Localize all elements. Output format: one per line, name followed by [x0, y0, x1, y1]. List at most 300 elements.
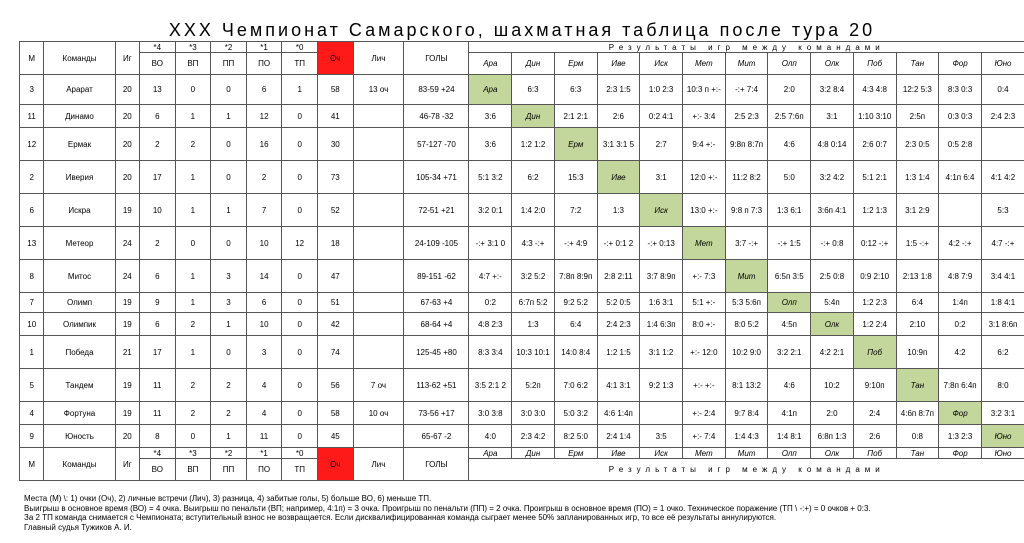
result-cell: 3:2 4:2 [811, 161, 854, 194]
header-team-abbrev: Фор [939, 53, 982, 75]
result-cell: 1:3 [512, 313, 555, 336]
team-personal [353, 313, 404, 336]
header-team-abbrev: Дин [512, 53, 555, 75]
team-name: Ермак [44, 128, 115, 161]
header-points-value: *2 [211, 42, 247, 53]
team-vo: 9 [140, 293, 176, 313]
team-vo: 6 [140, 313, 176, 336]
header-team-abbrev: Иве [597, 448, 640, 459]
team-vp: 2 [175, 313, 211, 336]
result-cell: 0:12 -:+ [853, 227, 896, 260]
team-points: 58 [317, 75, 353, 105]
team-vo: 11 [140, 369, 176, 402]
result-cell: 7:8п 8:9п [554, 260, 597, 293]
result-cell: 2:13 1:8 [896, 260, 939, 293]
result-cell: 6:4 [896, 293, 939, 313]
header-result-type: ВО [140, 459, 176, 481]
result-cell: 9:8 п 7:3 [725, 194, 768, 227]
team-tp: 0 [282, 313, 318, 336]
team-row [20, 194, 1024, 227]
team-pp: 0 [211, 227, 247, 260]
header-points-value: *2 [211, 448, 247, 459]
result-cell: 2:6 0:7 [853, 128, 896, 161]
header-points-value: *4 [140, 42, 176, 53]
result-cell: +:- 7:3 [683, 260, 726, 293]
result-cell: 4:2 -:+ [939, 227, 982, 260]
result-cell: 4:8 2:3 [469, 313, 512, 336]
header-points-value: *1 [246, 42, 282, 53]
result-cell: -:+ 4:9 [554, 227, 597, 260]
team-points: 73 [317, 161, 353, 194]
result-cell: 0:4 [981, 75, 1024, 105]
header-points: Оч [317, 448, 353, 481]
team-points: 58 [317, 402, 353, 425]
team-po: 14 [246, 260, 282, 293]
team-pp: 1 [211, 105, 247, 128]
diagonal-cell: Юно [981, 425, 1024, 448]
result-cell: 4:3 -:+ [512, 227, 555, 260]
team-name: Метеор [44, 227, 115, 260]
team-tp: 0 [282, 128, 318, 161]
team-vp: 1 [175, 260, 211, 293]
team-goals: 83-59 +24 [404, 75, 469, 105]
team-pp: 0 [211, 161, 247, 194]
result-cell: 4:6 1:4п [597, 402, 640, 425]
header-team-abbrev: Олп [768, 53, 811, 75]
team-personal [353, 105, 404, 128]
team-place: 9 [20, 425, 44, 448]
result-cell: +:- 2:4 [683, 402, 726, 425]
team-games: 19 [115, 369, 139, 402]
team-po: 7 [246, 194, 282, 227]
header-place: М [20, 448, 44, 481]
header-results-title: Результаты игр между командами [469, 42, 1024, 53]
header-games: Иг [115, 448, 139, 481]
result-cell: 12:2 5:3 [896, 75, 939, 105]
result-cell: 2:7 [640, 128, 683, 161]
team-vp: 2 [175, 402, 211, 425]
team-personal [353, 336, 404, 369]
diagonal-cell: Дин [512, 105, 555, 128]
team-vp: 2 [175, 128, 211, 161]
result-cell [640, 402, 683, 425]
result-cell: 6:4 [554, 313, 597, 336]
result-cell: 3:5 2:1 2 [469, 369, 512, 402]
header-points: Оч [317, 42, 353, 75]
result-cell: 3:1 [811, 105, 854, 128]
team-games: 20 [115, 161, 139, 194]
result-cell: 0:2 [469, 293, 512, 313]
team-pp: 2 [211, 402, 247, 425]
result-cell: 8:2 5:0 [554, 425, 597, 448]
result-cell: 4:7 +:- [469, 260, 512, 293]
team-po: 6 [246, 293, 282, 313]
team-po: 3 [246, 336, 282, 369]
result-cell: 3:0 3:8 [469, 402, 512, 425]
team-place: 7 [20, 293, 44, 313]
team-games: 19 [115, 402, 139, 425]
result-cell: 2:4 2:3 [981, 105, 1024, 128]
result-cell: 15:3 [554, 161, 597, 194]
team-goals: 89-151 -62 [404, 260, 469, 293]
team-po: 10 [246, 313, 282, 336]
team-games: 19 [115, 313, 139, 336]
team-place: 1 [20, 336, 44, 369]
team-vp: 2 [175, 369, 211, 402]
team-po: 6 [246, 75, 282, 105]
team-personal: 7 оч [353, 369, 404, 402]
result-cell: 0:8 [896, 425, 939, 448]
team-vo: 17 [140, 336, 176, 369]
result-cell: 1:2 2:3 [853, 293, 896, 313]
team-name: Олимп [44, 293, 115, 313]
result-cell: 2:5 7:6п [768, 105, 811, 128]
result-cell: 5:0 [768, 161, 811, 194]
team-points: 51 [317, 293, 353, 313]
result-cell: 1:4 4:3 [725, 425, 768, 448]
team-tp: 0 [282, 194, 318, 227]
result-cell: 4:2 2:1 [811, 336, 854, 369]
result-cell: 4:6 [768, 128, 811, 161]
team-place: 5 [20, 369, 44, 402]
result-cell [981, 128, 1024, 161]
result-cell: 3:7 -:+ [725, 227, 768, 260]
result-cell: 3:4 4:1 [981, 260, 1024, 293]
header-team-abbrev: Иве [597, 53, 640, 75]
team-personal [353, 227, 404, 260]
result-cell: 1:4 6:3п [640, 313, 683, 336]
result-cell: 1:4п [939, 293, 982, 313]
header-team: Команды [44, 448, 115, 481]
result-cell: 9:2 5:2 [554, 293, 597, 313]
result-cell: 5:1 +:- [683, 293, 726, 313]
team-games: 24 [115, 227, 139, 260]
result-cell: 3:2 3:1 [981, 402, 1024, 425]
result-cell: 0:2 4:1 [640, 105, 683, 128]
result-cell: 2:3 4:2 [512, 425, 555, 448]
result-cell: 8:0 5:2 [725, 313, 768, 336]
result-cell: 10:3 10:1 [512, 336, 555, 369]
team-row [20, 336, 1024, 369]
team-pp: 0 [211, 128, 247, 161]
diagonal-cell: Мет [683, 227, 726, 260]
team-vp: 1 [175, 336, 211, 369]
result-cell: 6:2 [512, 161, 555, 194]
header-points-value: *4 [140, 448, 176, 459]
result-cell: 1:4 2:0 [512, 194, 555, 227]
result-cell: 10:2 [811, 369, 854, 402]
result-cell: 9:4 +:- [683, 128, 726, 161]
header-result-type: ВО [140, 53, 176, 75]
team-games: 19 [115, 293, 139, 313]
team-tp: 0 [282, 336, 318, 369]
diagonal-cell: Мит [725, 260, 768, 293]
team-personal [353, 194, 404, 227]
result-cell: -:+ 0:8 [811, 227, 854, 260]
result-cell: 4:1 4:2 [981, 161, 1024, 194]
header-result-type: ТП [282, 53, 318, 75]
result-cell: 2:1 2:1 [554, 105, 597, 128]
header-team-abbrev: Мет [683, 53, 726, 75]
result-cell: 0:9 2:10 [853, 260, 896, 293]
team-vo: 13 [140, 75, 176, 105]
result-cell: 1:3 [597, 194, 640, 227]
header-team: Команды [44, 42, 115, 75]
result-cell: 11:2 8:2 [725, 161, 768, 194]
header-team-abbrev: Ерм [554, 448, 597, 459]
result-cell: 5:0 3:2 [554, 402, 597, 425]
result-cell: 4:1п 6:4 [939, 161, 982, 194]
standings-table [19, 41, 1024, 481]
team-vp: 1 [175, 105, 211, 128]
result-cell: -:+ 0:13 [640, 227, 683, 260]
header-team-abbrev: Дин [512, 448, 555, 459]
result-cell: 2:3 1:5 [597, 75, 640, 105]
header-result-type: ТП [282, 459, 318, 481]
header-team-abbrev: Мит [725, 448, 768, 459]
team-pp: 3 [211, 260, 247, 293]
result-cell: 5:2п [512, 369, 555, 402]
team-points: 56 [317, 369, 353, 402]
team-points: 41 [317, 105, 353, 128]
team-points: 74 [317, 336, 353, 369]
result-cell: 7:0 6:2 [554, 369, 597, 402]
result-cell: 12:0 +:- [683, 161, 726, 194]
team-place: 6 [20, 194, 44, 227]
result-cell: 2:4 [853, 402, 896, 425]
team-goals: 57-127 -70 [404, 128, 469, 161]
result-cell: 2:5п [896, 105, 939, 128]
header-team-abbrev: Тан [896, 448, 939, 459]
team-name: Олимпик [44, 313, 115, 336]
result-cell: 6:2 [981, 336, 1024, 369]
result-cell: 8:3 3:4 [469, 336, 512, 369]
result-cell: 4:8 7:9 [939, 260, 982, 293]
header-team-abbrev: Олк [811, 53, 854, 75]
header-result-type: ПО [246, 459, 282, 481]
header-personal: Лич [353, 448, 404, 481]
team-points: 52 [317, 194, 353, 227]
team-tp: 0 [282, 260, 318, 293]
result-cell: 3:0 3:0 [512, 402, 555, 425]
header-result-type: ПП [211, 459, 247, 481]
result-cell: 2:4 1:4 [597, 425, 640, 448]
header-personal: Лич [353, 42, 404, 75]
diagonal-cell: Тан [896, 369, 939, 402]
team-games: 24 [115, 260, 139, 293]
result-cell: +:- 3:4 [683, 105, 726, 128]
team-goals: 125-45 +80 [404, 336, 469, 369]
result-cell: 7:8п 6:4п [939, 369, 982, 402]
result-cell: 10:2 9:0 [725, 336, 768, 369]
result-cell: 5:1 2:1 [853, 161, 896, 194]
result-cell: 2:5 0:8 [811, 260, 854, 293]
result-cell: 1:6 3:1 [640, 293, 683, 313]
team-vo: 2 [140, 227, 176, 260]
result-cell: 1:4 8:1 [768, 425, 811, 448]
team-name: Арарат [44, 75, 115, 105]
team-tp: 1 [282, 75, 318, 105]
result-cell: 4:7 -:+ [981, 227, 1024, 260]
result-cell: 6:3 [512, 75, 555, 105]
result-cell: 1:2 1:3 [853, 194, 896, 227]
team-vo: 6 [140, 260, 176, 293]
header-goals: ГОЛЫ [404, 448, 469, 481]
header-points-value: *1 [246, 448, 282, 459]
team-tp: 0 [282, 402, 318, 425]
team-row [20, 75, 1024, 105]
diagonal-cell: Олк [811, 313, 854, 336]
team-personal [353, 260, 404, 293]
footer-line: Места (М) \: 1) очки (Оч), 2) личные встречи (Лич), 3) разница, 4) забитые голы, 5) больше ВО, 6) меньше ТП. [24, 494, 432, 503]
result-cell: 1:10 3:10 [853, 105, 896, 128]
team-pp: 1 [211, 425, 247, 448]
team-goals: 105-34 +71 [404, 161, 469, 194]
team-pp: 1 [211, 313, 247, 336]
result-cell: 2:3 0:5 [896, 128, 939, 161]
header-team-abbrev: Юно [981, 53, 1024, 75]
result-cell: 4:6 [768, 369, 811, 402]
result-cell: 6:5п 3:5 [768, 260, 811, 293]
diagonal-cell: Ара [469, 75, 512, 105]
header-games: Иг [115, 42, 139, 75]
team-place: 12 [20, 128, 44, 161]
result-cell: 3:2 2:1 [768, 336, 811, 369]
result-cell: 1:0 2:3 [640, 75, 683, 105]
result-cell: 1:3 1:4 [896, 161, 939, 194]
team-games: 20 [115, 128, 139, 161]
result-cell: 3:1 8:6п [981, 313, 1024, 336]
header-team-abbrev: Иск [640, 448, 683, 459]
team-vo: 6 [140, 105, 176, 128]
team-row [20, 227, 1024, 260]
result-cell: -:+ 3:1 0 [469, 227, 512, 260]
header-team-abbrev: Тан [896, 53, 939, 75]
team-vo: 11 [140, 402, 176, 425]
team-vo: 8 [140, 425, 176, 448]
result-cell: 9:7 8:4 [725, 402, 768, 425]
result-cell: 1:2 1:2 [512, 128, 555, 161]
result-cell: 3:5 [640, 425, 683, 448]
team-pp: 1 [211, 194, 247, 227]
diagonal-cell: Фор [939, 402, 982, 425]
team-tp: 0 [282, 425, 318, 448]
result-cell: 3:7 8:9п [640, 260, 683, 293]
team-name: Динамо [44, 105, 115, 128]
team-vo: 17 [140, 161, 176, 194]
team-row [20, 425, 1024, 448]
team-vp: 0 [175, 227, 211, 260]
header-result-type: ВП [175, 459, 211, 481]
team-po: 12 [246, 105, 282, 128]
team-tp: 0 [282, 293, 318, 313]
result-cell: 2:6 [597, 105, 640, 128]
team-pp: 0 [211, 336, 247, 369]
result-cell: 3:1 [640, 161, 683, 194]
header-team-abbrev: Мит [725, 53, 768, 75]
team-games: 19 [115, 194, 139, 227]
result-cell [939, 194, 982, 227]
result-cell: 2:6 [853, 425, 896, 448]
team-name: Юность [44, 425, 115, 448]
team-name: Иверия [44, 161, 115, 194]
team-po: 16 [246, 128, 282, 161]
diagonal-cell: Иск [640, 194, 683, 227]
team-name: Тандем [44, 369, 115, 402]
result-cell: 2:10 [896, 313, 939, 336]
footer-notes [24, 494, 1014, 532]
result-cell: 4:2 [939, 336, 982, 369]
result-cell: 13:0 +:- [683, 194, 726, 227]
result-cell: 0:2 [939, 313, 982, 336]
team-vp: 0 [175, 425, 211, 448]
team-tp: 12 [282, 227, 318, 260]
team-personal: 13 оч [353, 75, 404, 105]
result-cell: 3:2 5:2 [512, 260, 555, 293]
result-cell: 3:2 0:1 [469, 194, 512, 227]
result-cell: 2:8 2:11 [597, 260, 640, 293]
result-cell: 3:2 8:4 [811, 75, 854, 105]
result-cell: 8:0 +:- [683, 313, 726, 336]
header-team-abbrev: Поб [853, 53, 896, 75]
team-tp: 0 [282, 105, 318, 128]
result-cell: 9:8п 8:7п [725, 128, 768, 161]
team-row [20, 313, 1024, 336]
team-place: 2 [20, 161, 44, 194]
team-vp: 1 [175, 161, 211, 194]
result-cell: 8:3 0:3 [939, 75, 982, 105]
result-cell: 8:1 13:2 [725, 369, 768, 402]
result-cell: 2:0 [768, 75, 811, 105]
team-place: 4 [20, 402, 44, 425]
result-cell: 5:3 [981, 194, 1024, 227]
team-vp: 1 [175, 194, 211, 227]
team-personal: 10 оч [353, 402, 404, 425]
result-cell: 10:9п [896, 336, 939, 369]
result-cell: 8:0 [981, 369, 1024, 402]
team-games: 20 [115, 425, 139, 448]
header-team-abbrev: Юно [981, 448, 1024, 459]
footer-line: Выигрыш в основное время (ВО) = 4 очка. Выигрыш по пенальти (ВП; например, 4:1п) = 3 очка. Проигрыш по пенальти (ПП) = 2 очка. Проигрыш в основное время (ПО) = 1 очко. Техническое поражение (ТП \ -:+) = 0 очков + 0:3. [24, 503, 871, 513]
team-po: 11 [246, 425, 282, 448]
header-result-type: ВП [175, 53, 211, 75]
team-po: 10 [246, 227, 282, 260]
team-goals: 24-109 -105 [404, 227, 469, 260]
result-cell: -:+ 1:5 [768, 227, 811, 260]
result-cell: 9:2 1:3 [640, 369, 683, 402]
result-cell: 1:2 2:4 [853, 313, 896, 336]
result-cell: 4:0 [469, 425, 512, 448]
team-points: 30 [317, 128, 353, 161]
team-row [20, 260, 1024, 293]
footer-line: Главный судья Тужиков А. И. [24, 522, 132, 532]
team-personal [353, 425, 404, 448]
team-row [20, 369, 1024, 402]
team-goals: 72-51 +21 [404, 194, 469, 227]
header-team-abbrev: Ара [469, 448, 512, 459]
result-cell: 1:3 2:3 [939, 425, 982, 448]
result-cell: 10:3 п +:- [683, 75, 726, 105]
team-vp: 0 [175, 75, 211, 105]
result-cell: 6:7п 5:2 [512, 293, 555, 313]
header-result-type: ПП [211, 53, 247, 75]
header-team-abbrev: Иск [640, 53, 683, 75]
header-team-abbrev: Фор [939, 448, 982, 459]
result-cell: 6:8п 1:3 [811, 425, 854, 448]
result-cell: +:- 12:0 [683, 336, 726, 369]
result-cell: +:- +:- [683, 369, 726, 402]
result-cell: 0:5 2:8 [939, 128, 982, 161]
